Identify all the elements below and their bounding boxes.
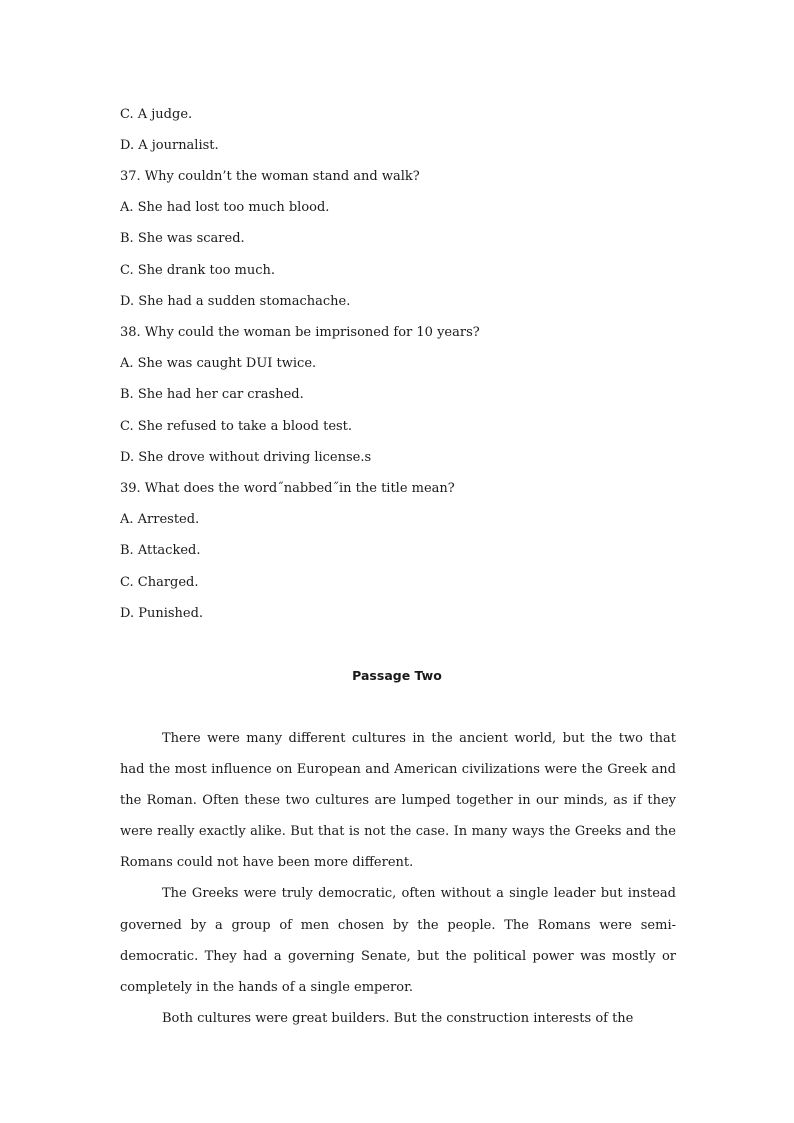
q38-option-c: C. She refused to take a blood test. xyxy=(120,419,353,434)
q39-option-d: D. Punished. xyxy=(120,606,204,621)
question-38: 38. Why could the woman be imprisoned for 10 years? xyxy=(120,325,480,340)
option-d-journalist: D. A journalist. xyxy=(120,138,219,153)
q37-option-a: A. She had lost too much blood. xyxy=(120,200,330,215)
q39-option-c: C. Charged. xyxy=(120,575,199,590)
option-c-judge: C. A judge. xyxy=(120,107,193,122)
passage-body xyxy=(120,723,676,1034)
passage-title: Passage Two xyxy=(352,668,442,683)
q39-option-b: B. Attacked. xyxy=(120,543,201,558)
question-39: 39. What does the word˝nabbed˝in the title mean? xyxy=(120,481,455,496)
paragraph-2: The Greeks were truly democratic, often without a single leader but instead governed by a group of men chosen by the people. The Romans were semi-democratic. They had a governing Senate, but the political power was mostly or completely in the hands of a single emperor. xyxy=(120,886,676,995)
q38-option-b: B. She had her car crashed. xyxy=(120,387,304,402)
paragraph-1: There were many different cultures in the ancient world, but the two that had the most influence on European and American civilizations were the Greek and the Roman. Often these two cultures are lumped together in our minds, as if they were really exactly alike. But that is not the case. In many ways the Greeks and the Romans could not have been more different. xyxy=(120,731,676,871)
q37-option-d: D. She had a sudden stomachache. xyxy=(120,294,351,309)
q38-option-a: A. She was caught DUI twice. xyxy=(120,356,317,371)
paragraph-3: Both cultures were great builders. But the construction interests of the xyxy=(162,1010,634,1026)
q37-option-c: C. She drank too much. xyxy=(120,263,276,278)
q37-option-b: B. She was scared. xyxy=(120,231,245,246)
q38-option-d: D. She drove without driving license.s xyxy=(120,450,372,465)
q39-option-a: A. Arrested. xyxy=(120,512,200,527)
question-37: 37. Why couldn’t the woman stand and walk? xyxy=(120,169,420,184)
